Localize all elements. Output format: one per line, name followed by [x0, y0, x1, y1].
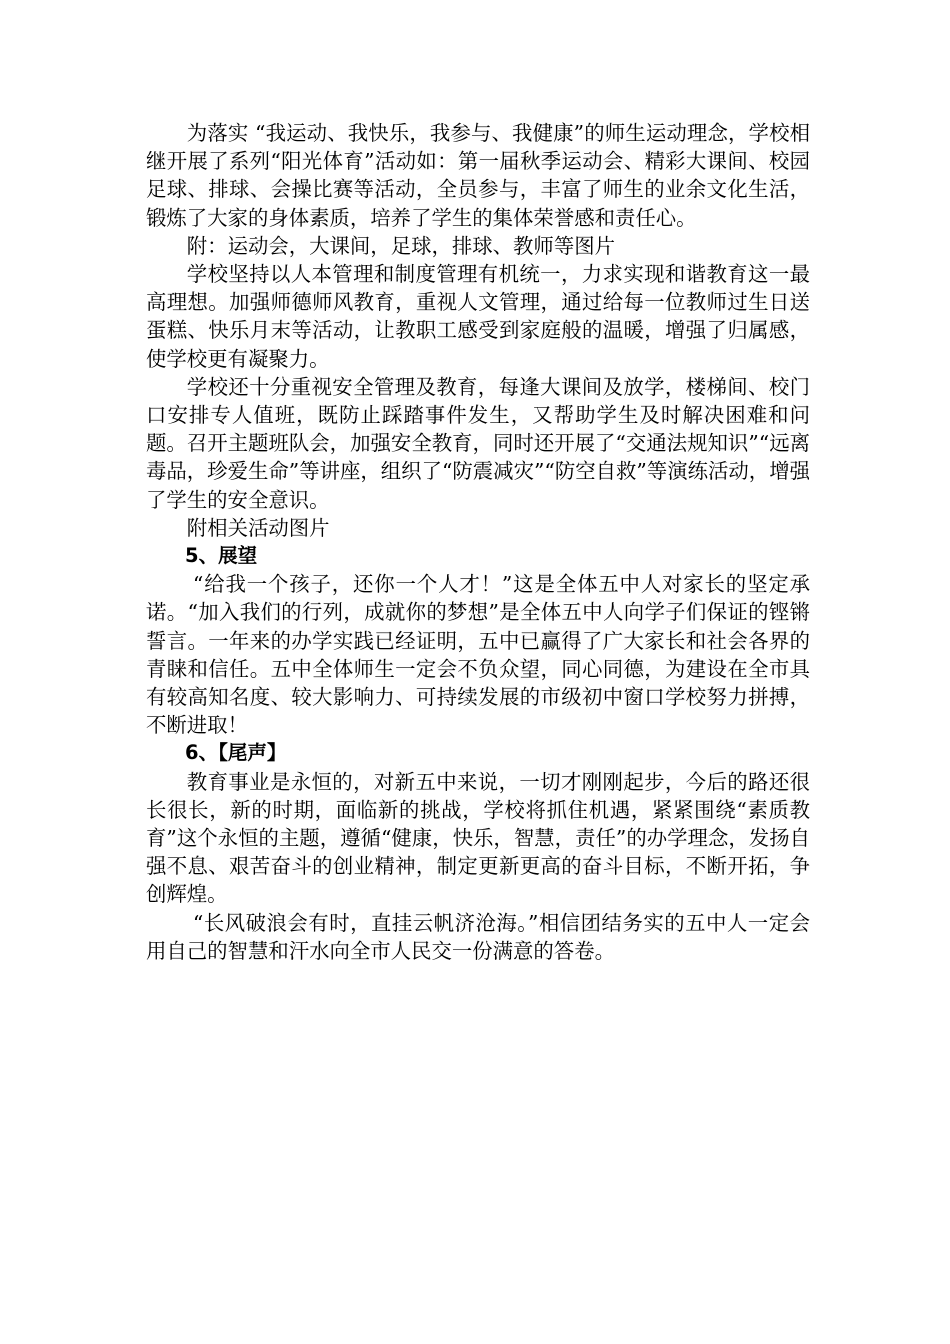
paragraph-closing-quote: “长风破浪会有时，直挂云帆济沧海。”相信团结务实的五中人一定会用自己的智慧和汗水向全市人民交一份满意的答卷。 [146, 910, 810, 963]
section-heading-outlook: 5、展望 [185, 544, 258, 568]
document-body [146, 119, 810, 965]
paragraph-outlook: “给我一个孩子，还你一个人才！”这是全体五中人对家长的坚定承诺。“加入我们的行列，成就你的梦想”是全体五中人向学子们保证的铿锵誓言。一年来的办学实践已经证明，五中已赢得了广大家长和社会各界的青睐和信任。五中全体师生一定会不负众望，同心同德，为建设在全市具有较高知名度、较大影响力、可持续发展的市级初中窗口学校努力拼搏，不断进取！ [146, 572, 810, 738]
paragraph-humanistic-management: 学校坚持以人本管理和制度管理有机统一，力求实现和谐教育这一最高理想。加强师德师风教育，重视人文管理，通过给每一位教师过生日送蛋糕、快乐月末等活动，让教职工感受到家庭般的温暖，增强了归属感，使学校更有凝聚力。 [146, 262, 810, 371]
paragraph-attachment-sports-photos: 附：运动会，大课间，足球，排球、教师等图片 [186, 233, 615, 258]
paragraph-safety-management: 学校还十分重视安全管理及教育，每逢大课间及放学，楼梯间、校门口安排专人值班，既防止踩踏事件发生，又帮助学生及时解决困难和问题。召开主题班队会，加强安全教育，同时还开展了“交通法规知识”“远离毒品，珍爱生命”等讲座，组织了“防震减灾”“防空自救”等演练活动，增强了学生的安全意识。 [146, 374, 810, 512]
paragraph-sunshine-sports: 为落实 “我运动、我快乐，我参与、我健康”的师生运动理念，学校相继开展了系列“阳光体育”活动如：第一届秋季运动会、精彩大课间、校园足球、排球、会操比赛等活动，全员参与，丰富了师生的业余文化生活，锻炼了大家的身体素质，培养了学生的集体荣誉感和责任心。 [146, 121, 810, 230]
paragraph-epilogue: 教育事业是永恒的，对新五中来说，一切才刚刚起步，今后的路还很长很长，新的时期，面临新的挑战，学校将抓住机遇，紧紧围绕“素质教育”这个永恒的主题，遵循“健康，快乐，智慧，责任”的办学理念，发扬自强不息、艰苦奋斗的创业精神，制定更新更高的奋斗目标，不断开拓，争创辉煌。 [146, 769, 810, 907]
section-heading-epilogue: 6、【尾声】 [185, 741, 287, 765]
paragraph-attachment-activity-photos: 附相关活动图片 [186, 515, 330, 540]
